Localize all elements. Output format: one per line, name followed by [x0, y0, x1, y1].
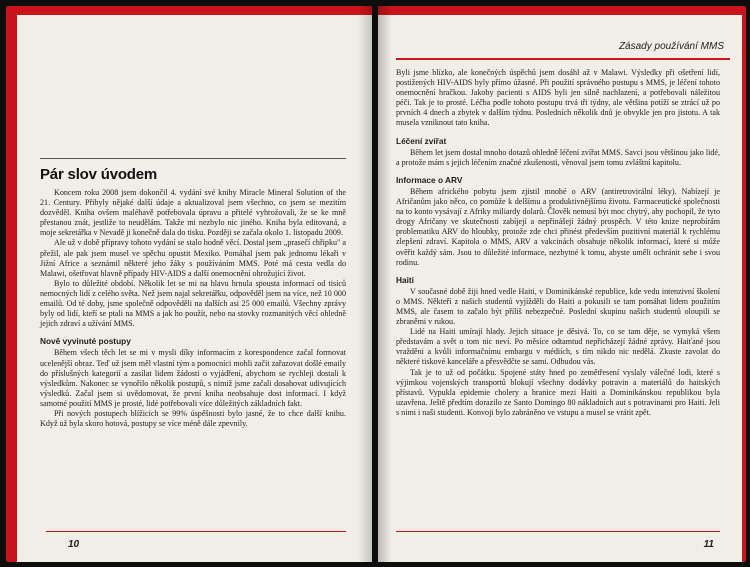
left-edge-red-bar	[6, 6, 17, 562]
paragraph: Lidé na Haiti umírají hlady. Jejich situace je děsivá. To, co se tam děje, se vymyká všem představám a svět o tom nic neví. Po měsíce odtamtud nepřicházejí žádné zprávy. Haiťané jsou vražděni a kvůli informačnímu embargu v médiích, s tím nikdo nic nedělá. Zkuste zavolat do některé tiskové kanceláře a přesvědčte se sami. Odbudou vás.	[396, 327, 720, 367]
page-number: 11	[703, 539, 714, 550]
paragraph: Bylo to důležité období. Několik let se mi na hlavu hrnula spousta informací od tisíců nemocných lidí z celého světa. Než jsem najal sekretářku, odpověděl jsem na více, než 10 000 emailů. Od té doby, jsme společně odpověděli na dalších asi 25 000 emailů. Všechny zprávy byly od lidí, kteří se ptali na MMS a jak ho použít, nebo na stovky rozmanitých věcí ohledně jejich zdraví a užívání MMS.	[40, 278, 346, 329]
paragraph: Ale už v době přípravy tohoto vydání se stalo hodně věcí. Dostal jsem „prasečí chřipku" a přežil, ale pak jsem musel ve spěchu opustit Mexiko. Pomáhal jsem pak jednomu lékaři v Jižní Africe a seznámil některé jeho žáky s používáním MMS. Poté má cesta vedla do Malawi, ošetřovat hlavně případy HIV-AIDS a další onemocnění ohrožující život.	[40, 238, 346, 278]
section-heading: Nově vyvinuté postupy	[40, 336, 131, 347]
running-head: Zásady používání MMS	[618, 41, 724, 52]
page-number: 10	[68, 539, 80, 550]
paragraph: Během všech těch let se mi v mysli díky informacím z korespondence začal formovat ucelenější obraz. Teď už jsem měl vlastní tým a pomocníci mohli začít zařazovat došlé emaily do příslušných kategorií a zasílat lidem žádosti o vyjádření, abychom se rychleji dostali k výsledkům. Nakonec se vynořilo několik postupů, s nimiž jsme začali dosahovat udivujících výsledků. Začal jsem si uvědomovat, že první kniha neobsahuje dost informací. I když samotné použití MMS je prosté, lidé potřebovali více důležitých základních fakt.	[40, 348, 346, 408]
left-page	[6, 6, 372, 562]
gutter-shadow	[358, 6, 372, 562]
left-top-red-bar	[6, 6, 372, 15]
chapter-rule	[40, 158, 346, 159]
right-edge-red-bar	[742, 6, 746, 562]
section-heading: Haiti	[396, 274, 414, 285]
paragraph: Během afrického pobytu jsem zjistil mnohé o ARV (antiretrovirální léky). Nabízejí je Afričanům jako něco, co pomůže k delšímu a produktivnějšímu životu. Farmaceutické společnosti na to konto vysávají z Afriky miliardy dolarů. Člověk nemusí být moc chytrý, aby pochopil, že tyto drogy Afričany ve skutečnosti zabíjejí a nepřinášejí žádný prospěch. V této knize neprobírám problematiku ARV do hloubky, protože zde chci přinést především pozitivní materiál k rychlému zlepšení zdraví. Kapitola o MMS, ARV a vakcinách obsahuje několik informací, které si může ověřit každý sám. Jsou to důležité informace, nezbytné k tomu, abyste uměli ochránit sebe i svou rodinu.	[396, 186, 720, 267]
paragraph: Tak je to už od počátku. Spojené státy hned po zemětřesení vyslaly válečné lodi, které s výjimkou vojenských transportů blokují všechny dodávky potravin a materiálů do haitských přístavů. Vypukla epidemie cholery a hranice mezi Haiti a Dominikánskou republikou byla uzavřena. Ještě předtím dorazilo ze Santo Domingo 80 nákladních aut s potravinami pro Haiti. Jeli s nimi i naši studenti. Konvoji bylo zabráněno ve vstupu a musel se vrátit zpět.	[396, 367, 720, 417]
paragraph: Při nových postupech blížicích se 99% úspěšnosti bylo jasné, že to chce další knihu. Když už byla skoro hotová, postupy se více méně dále zpevnily.	[40, 408, 346, 429]
footer-rule	[46, 531, 346, 532]
right-top-red-bar	[378, 6, 746, 15]
right-text-column	[396, 68, 720, 418]
right-page	[378, 6, 746, 562]
left-text-column	[40, 188, 346, 429]
section-heading: Léčení zvířat	[396, 135, 447, 146]
chapter-title: Pár slov úvodem	[40, 166, 158, 183]
section-heading: Informace o ARV	[396, 174, 463, 185]
paragraph: Byli jsme blízko, ale konečných úspěchů jsem dosáhl až v Malawi. Výsledky při ošetření lidí, postižených HIV-AIDS byly přímo úžasné. Při použití správného postupu s MMS, je léčení tohoto onemocnění hračkou. Jakoby pacienti s AIDS byli jen silně nachlazení, a potřebovali náležitou péči. Tak je to prosté. Léčba podle tohoto postupu trvá tři týdny, ale většina potíží se ztrácí už po prvních 4 dnech a zbytek v dalším týdnu. Posledních několik dnů je obvykle jen pro jistotu. A tak musela vzniknout tato kniha.	[396, 68, 720, 128]
header-rule	[396, 58, 730, 60]
footer-rule	[396, 531, 720, 532]
gutter-shadow	[378, 6, 392, 562]
paragraph: V současné době žiji hned vedle Haiti, v Dominikánské republice, kde vedu intenzivní školení o MMS. Někteří z našich studentů vyjížděli do Haiti a pokusili se tam pomáhat lidem použitím MMS, ale časem to začalo být příliš nebezpečné. Poslední skupinu našich studentů oloupili se zbraněmi v rukou.	[396, 286, 720, 327]
paragraph: Koncem roku 2008 jsem dokončil 4. vydání své knihy Miracle Mineral Solution of the 21. Century. Přibyly nějaké další údaje a aktualizoval jsem všechno, co jsem se mezitím dozvěděl. Kniha ovšem maléhavě potřebovala úpravu a přitelé vyhrožovali, že se ke mně přestanou znát, jestliže to neudělám. Takže mi nezbylo nic jiného. Kniha byla editovaná, a moje sekretářka v Nevadě ji konečně dala do tisku. Později se začala okolo 1. listopadu 2009.	[40, 188, 346, 238]
paragraph: Během let jsem dostal mnoho dotazů ohledně léčení zvířat MMS. Savci jsou většinou jako lidé, a protože mám s jejich léčením značné zkušenosti, věnoval jsem tomu zvláštní kapitolu.	[396, 147, 720, 167]
